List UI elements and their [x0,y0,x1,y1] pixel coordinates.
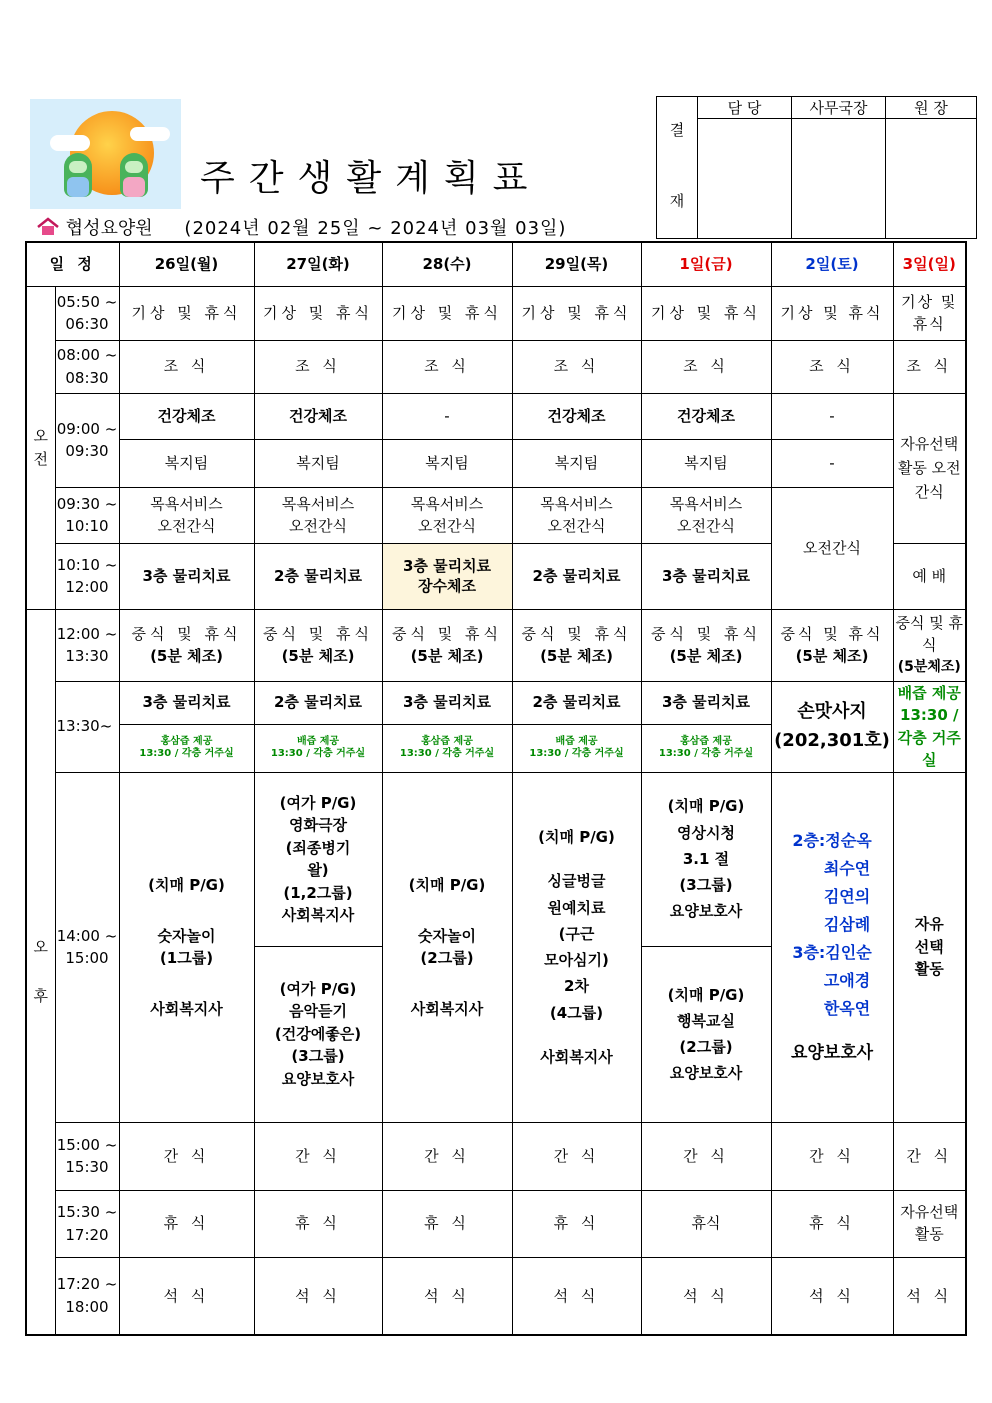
cell: 기상 및 휴식 [771,286,893,340]
sign-label: 결 [669,121,685,139]
cell: 복지팀 [254,439,382,487]
cell: - [771,393,893,439]
cell: 조 식 [254,340,382,393]
cell: 휴 식 [512,1190,641,1257]
cell: 중식 및 휴식 (5분 체조) [119,609,254,681]
cell: 자유선택활동 오전간식 [893,393,966,543]
time-slot: 15:30 ~ 17:20 [55,1190,119,1257]
logo [30,99,181,209]
cell: 간 식 [771,1122,893,1190]
cell: 3층 물리치료 [382,681,512,724]
time-slot: 09:30 ~ 10:10 [55,487,119,543]
cell: 석 식 [254,1257,382,1335]
cell: 석 식 [641,1257,771,1335]
time-slot: 14:00 ~ 15:00 [55,772,119,1122]
cell: (여가 P/G) 음악듣기 (건강에좋은) (3그룹) 요양보호사 [254,946,382,1122]
section-pm: 오 후 [26,609,55,1335]
schedule-table [25,241,967,1336]
home-icon [36,217,60,237]
cell: 기상 및 휴식 [512,286,641,340]
cell: 배즙 제공 13:30 / 각층 거주실 [893,681,966,772]
cell: 기상 및 휴식 [382,286,512,340]
cell: 기상 및 휴식 [641,286,771,340]
org-line [36,214,566,240]
cell: 복지팀 [512,439,641,487]
cell: 휴식 [641,1190,771,1257]
sign-cell[interactable] [886,119,977,239]
time-slot: 10:10 ~ 12:00 [55,543,119,609]
time-slot: 08:00 ~ 08:30 [55,340,119,393]
cell: 간 식 [254,1122,382,1190]
cell: 건강체조 [254,393,382,439]
cell: 홍삼즙 제공 13:30 / 각층 거주실 [119,724,254,772]
cell: 간 식 [119,1122,254,1190]
cell: 목욕서비스 오전간식 [119,487,254,543]
cell: 3층 물리치료 [119,681,254,724]
role-manager: 담 당 [698,97,792,119]
cell: 복지팀 [119,439,254,487]
cell: 조 식 [641,340,771,393]
cell: 2층 물리치료 [254,681,382,724]
cell: 배즙 제공 13:30 / 각층 거주실 [512,724,641,772]
cell: 자유 선택 활동 [893,772,966,1122]
cell: 간 식 [893,1122,966,1190]
cell: 건강체조 [512,393,641,439]
time-slot: 12:00 ~ 13:30 [55,609,119,681]
header-day: 28(수) [382,242,512,286]
cell: (치매 P/G) 싱글벙글 원예치료 (구근 모아심기) 2차 (4그룹) 사회복지사 [512,772,641,1122]
header-day: 29일(목) [512,242,641,286]
cell: 복지팀 [382,439,512,487]
cell: 건강체조 [119,393,254,439]
mascot-icon [120,153,148,197]
cell: 건강체조 [641,393,771,439]
mascot-icon [64,153,92,197]
cell: 조 식 [512,340,641,393]
header-day: 2일(토) [771,242,893,286]
cell: 중식 및 휴식 (5분 체조) [512,609,641,681]
cell: 휴 식 [119,1190,254,1257]
cell: 석 식 [771,1257,893,1335]
cell: 조 식 [382,340,512,393]
header-day: 27일(화) [254,242,382,286]
page-title: 주간생활계획표 [200,158,542,199]
role-head: 원 장 [886,97,977,119]
header-schedule: 일 정 [26,242,119,286]
cell: 석 식 [382,1257,512,1335]
approval-box [656,96,977,239]
header-day: 1일(금) [641,242,771,286]
role-director: 사무국장 [792,97,886,119]
cell: 2층 물리치료 [512,543,641,609]
cell: - [382,393,512,439]
cell: 홍삼즙 제공 13:30 / 각층 거주실 [382,724,512,772]
cell: 자유선택활동 [893,1190,966,1257]
cell: 조 식 [893,340,966,393]
cell: 휴 식 [771,1190,893,1257]
cell: 기상 및 휴식 [119,286,254,340]
cell: 기상 및 휴식 [254,286,382,340]
cell: (여가 P/G) 영화극장 (죄종병기 왈) (1,2그룹) 사회복지사 [254,772,382,946]
cell: 배즙 제공 13:30 / 각층 거주실 [254,724,382,772]
cell: 석 식 [893,1257,966,1335]
sign-label: 재 [669,192,685,210]
cell: 간 식 [512,1122,641,1190]
cell: 2층:정순옥 최수연 김연의 김삼례 3층:김인순 고애경 한옥연 요양보호사 [771,772,893,1122]
cell: 석 식 [119,1257,254,1335]
cell: 휴 식 [254,1190,382,1257]
cell: (치매 P/G) 숫자놀이 (1그룹) 사회복지사 [119,772,254,1122]
cell: 목욕서비스 오전간식 [641,487,771,543]
org-name: 협성요양원 [65,218,153,239]
cell: 예 배 [893,543,966,609]
cell: 중식 및 휴식 (5분 체조) [382,609,512,681]
header-day: 3일(일) [893,242,966,286]
cell: 3층 물리치료 [119,543,254,609]
cell: (치매 P/G) 숫자놀이 (2그룹) 사회복지사 [382,772,512,1122]
sign-cell[interactable] [698,119,792,239]
header-day: 26일(월) [119,242,254,286]
cell: 2층 물리치료 [254,543,382,609]
cell: 석 식 [512,1257,641,1335]
cell: 중식 및 휴식 (5분 체조) [771,609,893,681]
cell: (치매 P/G) 영상시청 3.1 절 (3그룹) 요양보호사 [641,772,771,946]
time-slot: 05:50 ~ 06:30 [55,286,119,340]
cell: 손맛사지 (202,301호) [771,681,893,772]
period: (2024년 02월 25일 ~ 2024년 03월 03일) [184,218,567,239]
time-slot: 09:00 ~ 09:30 [55,393,119,487]
cell: 간 식 [382,1122,512,1190]
cell: 3층 물리치료 장수체조 [382,543,512,609]
cell: 조 식 [771,340,893,393]
cell: (치매 P/G) 행복교실 (2그룹) 요양보호사 [641,946,771,1122]
time-slot: 13:30~ [55,681,119,772]
cell: 복지팀 [641,439,771,487]
cell: 기상 및 휴식 [893,286,966,340]
cell: 중식 및 휴식 (5분 체조) [641,609,771,681]
cell: 중식 및 휴식 (5분 체조) [254,609,382,681]
cell: 조 식 [119,340,254,393]
cell: 홍삼즙 제공 13:30 / 각층 거주실 [641,724,771,772]
cell: 목욕서비스 오전간식 [254,487,382,543]
cell: 2층 물리치료 [512,681,641,724]
section-am: 오 전 [26,286,55,609]
cell: 중식 및 휴식 (5분체조) [893,609,966,681]
cell: 목욕서비스 오전간식 [382,487,512,543]
cell: 오전간식 [771,487,893,609]
time-slot: 17:20 ~ 18:00 [55,1257,119,1335]
time-slot: 15:00 ~ 15:30 [55,1122,119,1190]
sign-cell[interactable] [792,119,886,239]
cell: - [771,439,893,487]
cell: 간 식 [641,1122,771,1190]
cell: 휴 식 [382,1190,512,1257]
cell: 3층 물리치료 [641,681,771,724]
cell: 3층 물리치료 [641,543,771,609]
cell: 목욕서비스 오전간식 [512,487,641,543]
